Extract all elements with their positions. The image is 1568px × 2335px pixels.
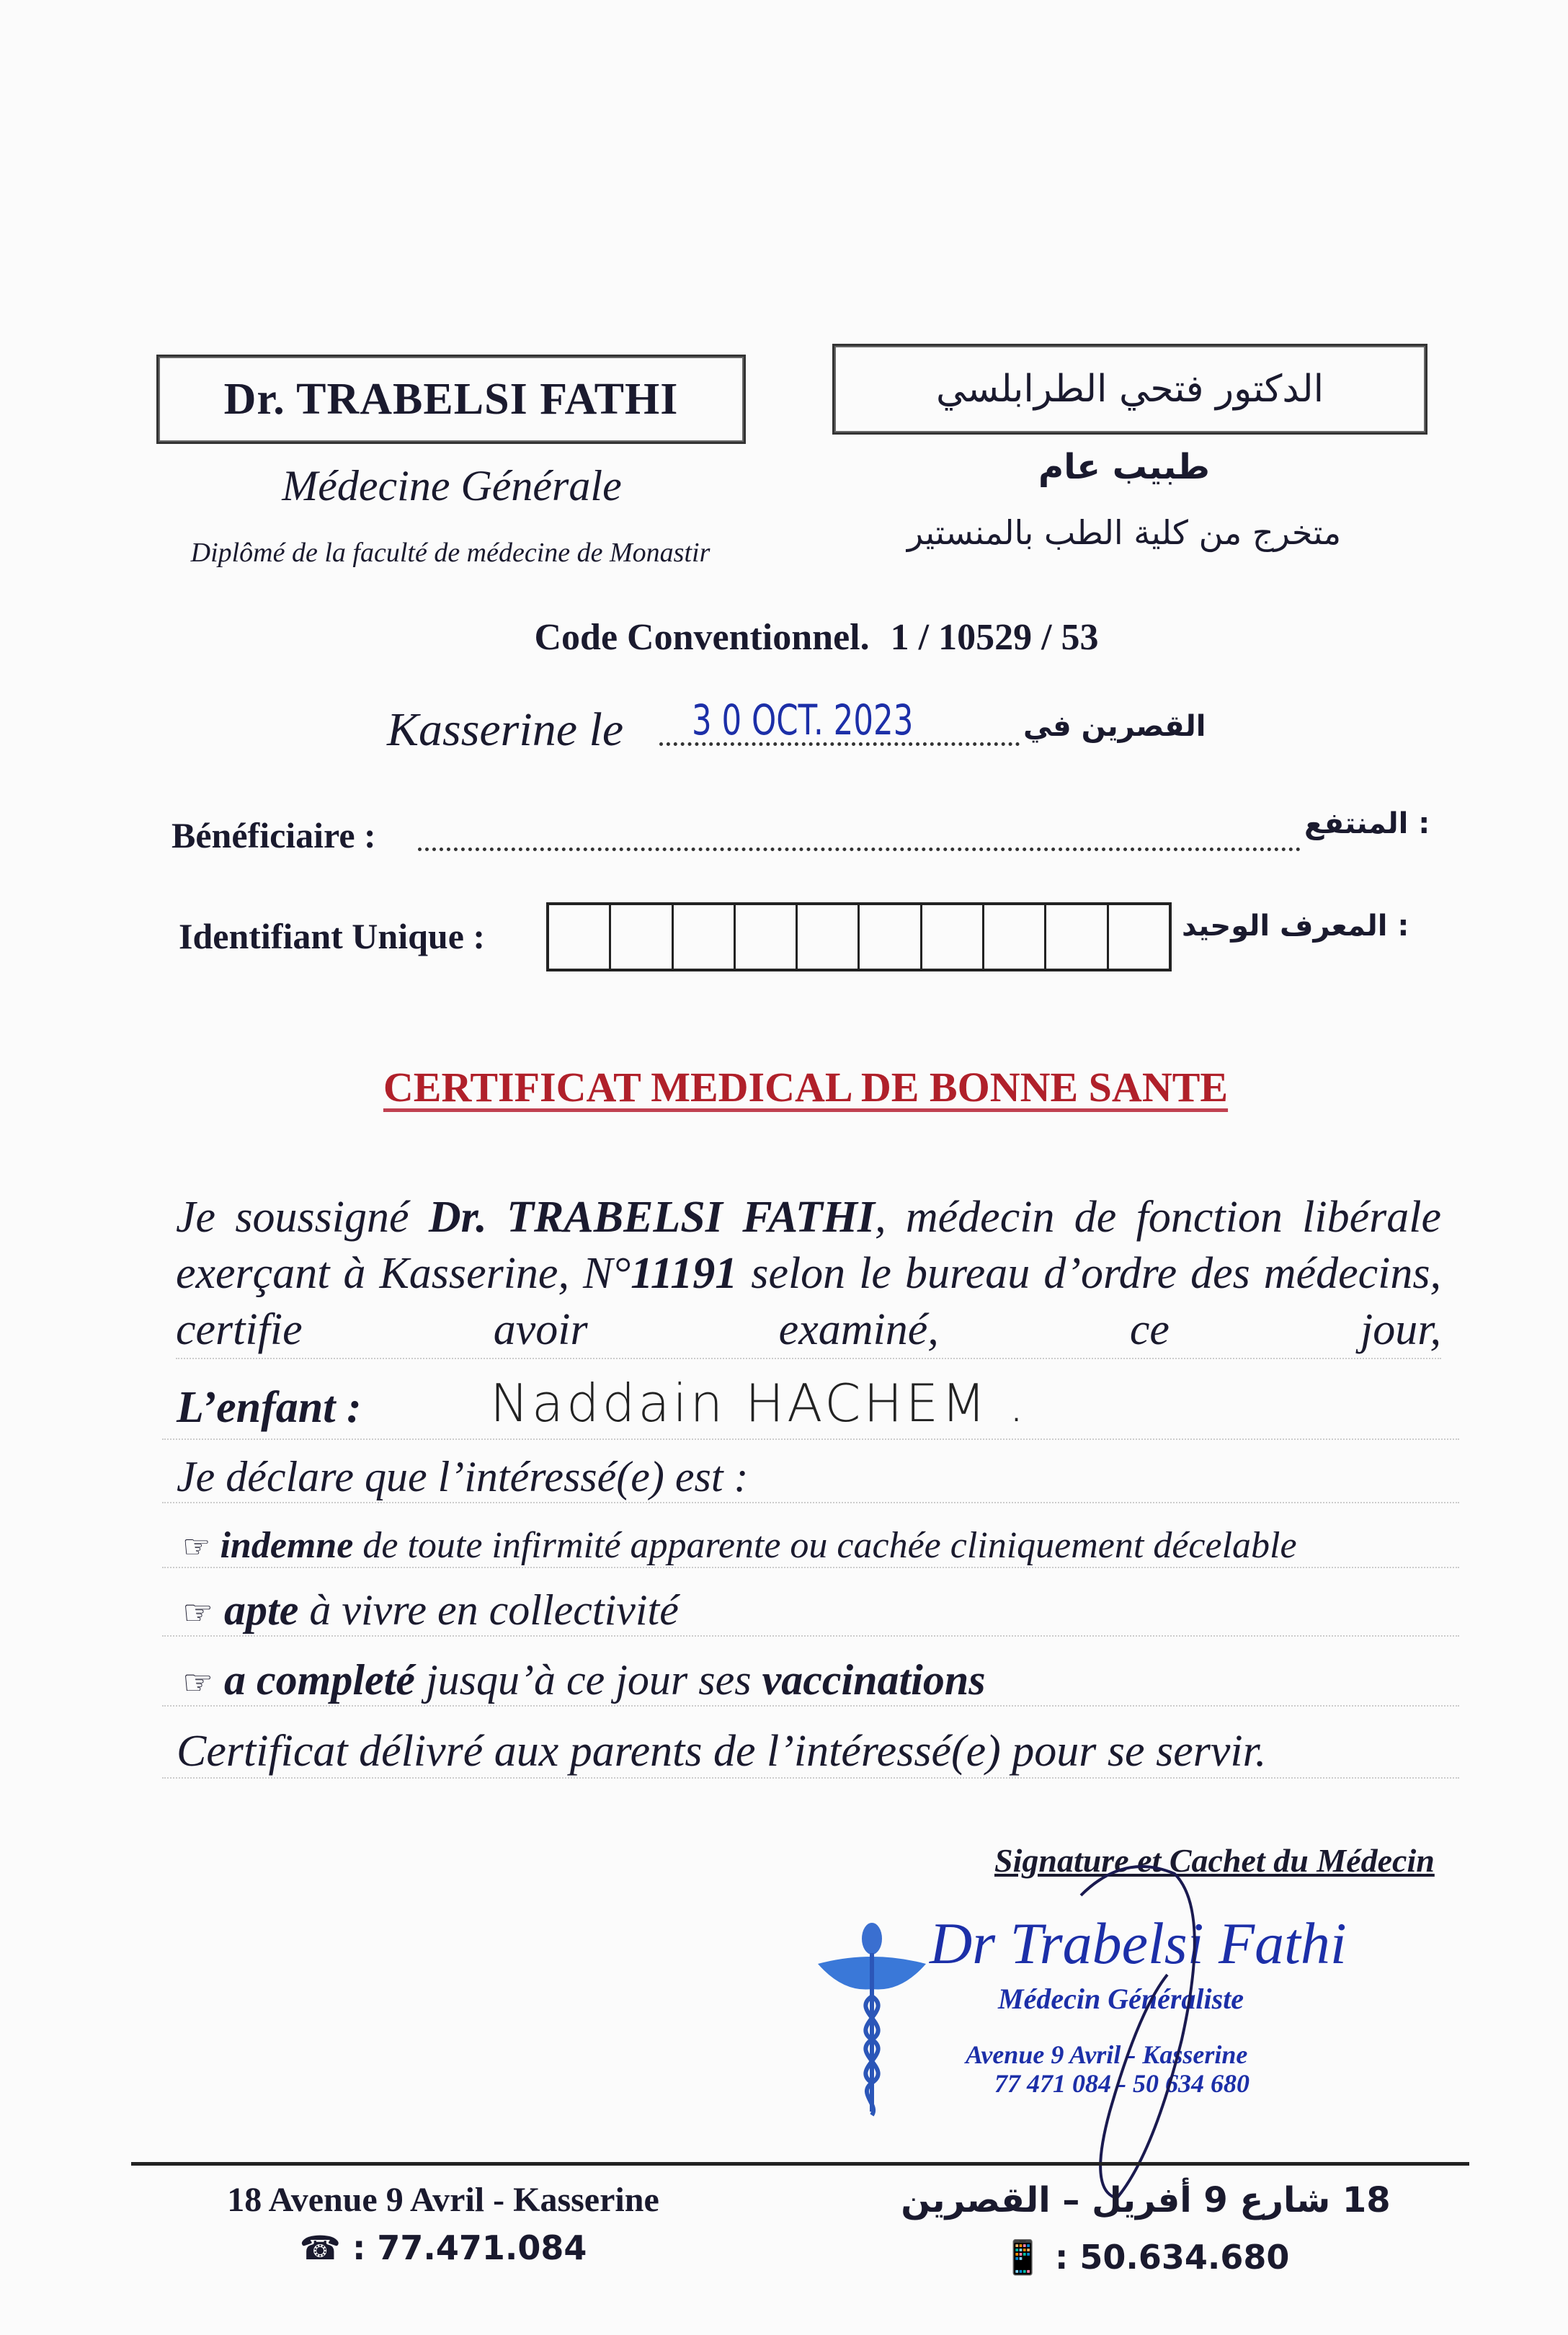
hand-pointer-icon: ☞ [182, 1593, 214, 1633]
id-cell[interactable] [798, 905, 860, 969]
phone-number: : 77.471.084 [352, 2228, 587, 2267]
intro-doctor-name: Dr. TRABELSI FATHI [428, 1193, 876, 1242]
id-cell[interactable] [1109, 905, 1169, 969]
caduceus-icon [814, 1910, 930, 2126]
code-value: 1 / 10529 / 53 [890, 617, 1099, 658]
footer-mobile [850, 2238, 1441, 2277]
unique-id-label-fr: Identifiant Unique : [179, 916, 486, 956]
signature-label: Signature et Cachet du Médecin [994, 1842, 1435, 1879]
date-stamp: 3 0 OCT. 2023 [692, 695, 914, 744]
closing-line: Certificat délivré aux parents de l’intéressé(e) pour se servir. [162, 1726, 1459, 1779]
handwritten-signature [1066, 1852, 1211, 2227]
declaration-item [162, 1524, 1459, 1568]
id-cell[interactable] [674, 905, 736, 969]
id-cell[interactable] [736, 905, 798, 969]
id-cell[interactable] [1046, 905, 1108, 969]
place-label-fr: Kasserine le [387, 703, 624, 756]
unique-id-cells[interactable] [546, 902, 1172, 971]
intro-text: Je soussigné [176, 1193, 429, 1242]
order-number: 11191 [631, 1249, 738, 1298]
item-bold: a completé [224, 1656, 415, 1704]
child-name-handwritten[interactable]: Naddain HACHEM . [490, 1373, 1028, 1433]
footer-divider [131, 2162, 1469, 2166]
mobile-number: : 50.634.680 [1054, 2238, 1290, 2277]
place-label-ar: القصرين في [1023, 710, 1206, 743]
doctor-name-ar: الدكتور فتحي الطرابلسي [935, 368, 1324, 411]
stamp-phones: 77 471 084 - 50 634 680 [994, 2069, 1250, 2098]
item-text: jusqu’à ce jour ses [414, 1656, 762, 1704]
code-conventionnel [0, 616, 1568, 659]
id-cell[interactable] [860, 905, 922, 969]
phone-icon: ☎ [299, 2228, 341, 2267]
doctor-name-box [156, 355, 746, 444]
intro-text: selon le bureau d’ordre des médecins, certifie avoir examiné, ce jour, [176, 1249, 1441, 1354]
specialty-ar: طبيب عام [1038, 447, 1210, 487]
certificate-intro [176, 1189, 1441, 1359]
beneficiary-field[interactable] [418, 843, 1301, 851]
stamp-title: Médecin Généraliste [998, 1983, 1244, 2015]
stamp-address: Avenue 9 Avril - Kasserine [966, 2040, 1248, 2069]
footer-address-ar: 18 شارع 9 أفريل – القصرين [901, 2180, 1391, 2220]
id-cell[interactable] [611, 905, 673, 969]
footer-phone [144, 2228, 742, 2267]
hand-pointer-icon: ☞ [182, 1663, 214, 1703]
item-text: à vivre en collectivité [298, 1586, 679, 1634]
certificate-title: CERTIFICAT MEDICAL DE BONNE SANTE [383, 1064, 1229, 1111]
doctor-name-fr: Dr. TRABELSI FATHI [223, 375, 679, 424]
item-bold: indemne [220, 1525, 354, 1566]
item-text: de toute infirmité apparente ou cachée cliniquement décelable [353, 1525, 1297, 1566]
id-cell[interactable] [922, 905, 984, 969]
item-bold: apte [224, 1586, 299, 1634]
id-cell[interactable] [549, 905, 611, 969]
mobile-phone-icon: 📱 [1002, 2238, 1043, 2277]
hand-pointer-icon: ☞ [182, 1529, 211, 1565]
beneficiary-label-fr: Bénéficiaire : [172, 815, 376, 855]
diploma-fr: Diplômé de la faculté de médecine de Monastir [190, 538, 710, 568]
intro-text: , médecin de fonction libérale exerçant à Kasserine, N° [176, 1193, 1441, 1298]
diploma-ar: متخرج من كلية الطب بالمنستير [906, 513, 1342, 552]
doctor-name-ar-box [832, 344, 1427, 435]
declaration-item [162, 1655, 1459, 1707]
item-bold: vaccinations [762, 1656, 986, 1704]
id-cell[interactable] [984, 905, 1046, 969]
beneficiary-label-ar: : المنتفع [1304, 807, 1430, 840]
code-label: Code Conventionnel. [534, 617, 870, 658]
child-label: L’enfant : [177, 1383, 362, 1432]
child-row [162, 1369, 1459, 1440]
declaration-item [162, 1585, 1459, 1637]
footer-address-fr: 18 Avenue 9 Avril - Kasserine [227, 2181, 659, 2219]
declare-line: Je déclare que l’intéressé(e) est : [162, 1452, 1459, 1503]
unique-id-label-ar: : المعرف الوحيد [1182, 909, 1409, 943]
stamp-name: Dr Trabelsi Fathi [930, 1911, 1347, 1976]
specialty-fr: Médecine Générale [282, 462, 622, 510]
